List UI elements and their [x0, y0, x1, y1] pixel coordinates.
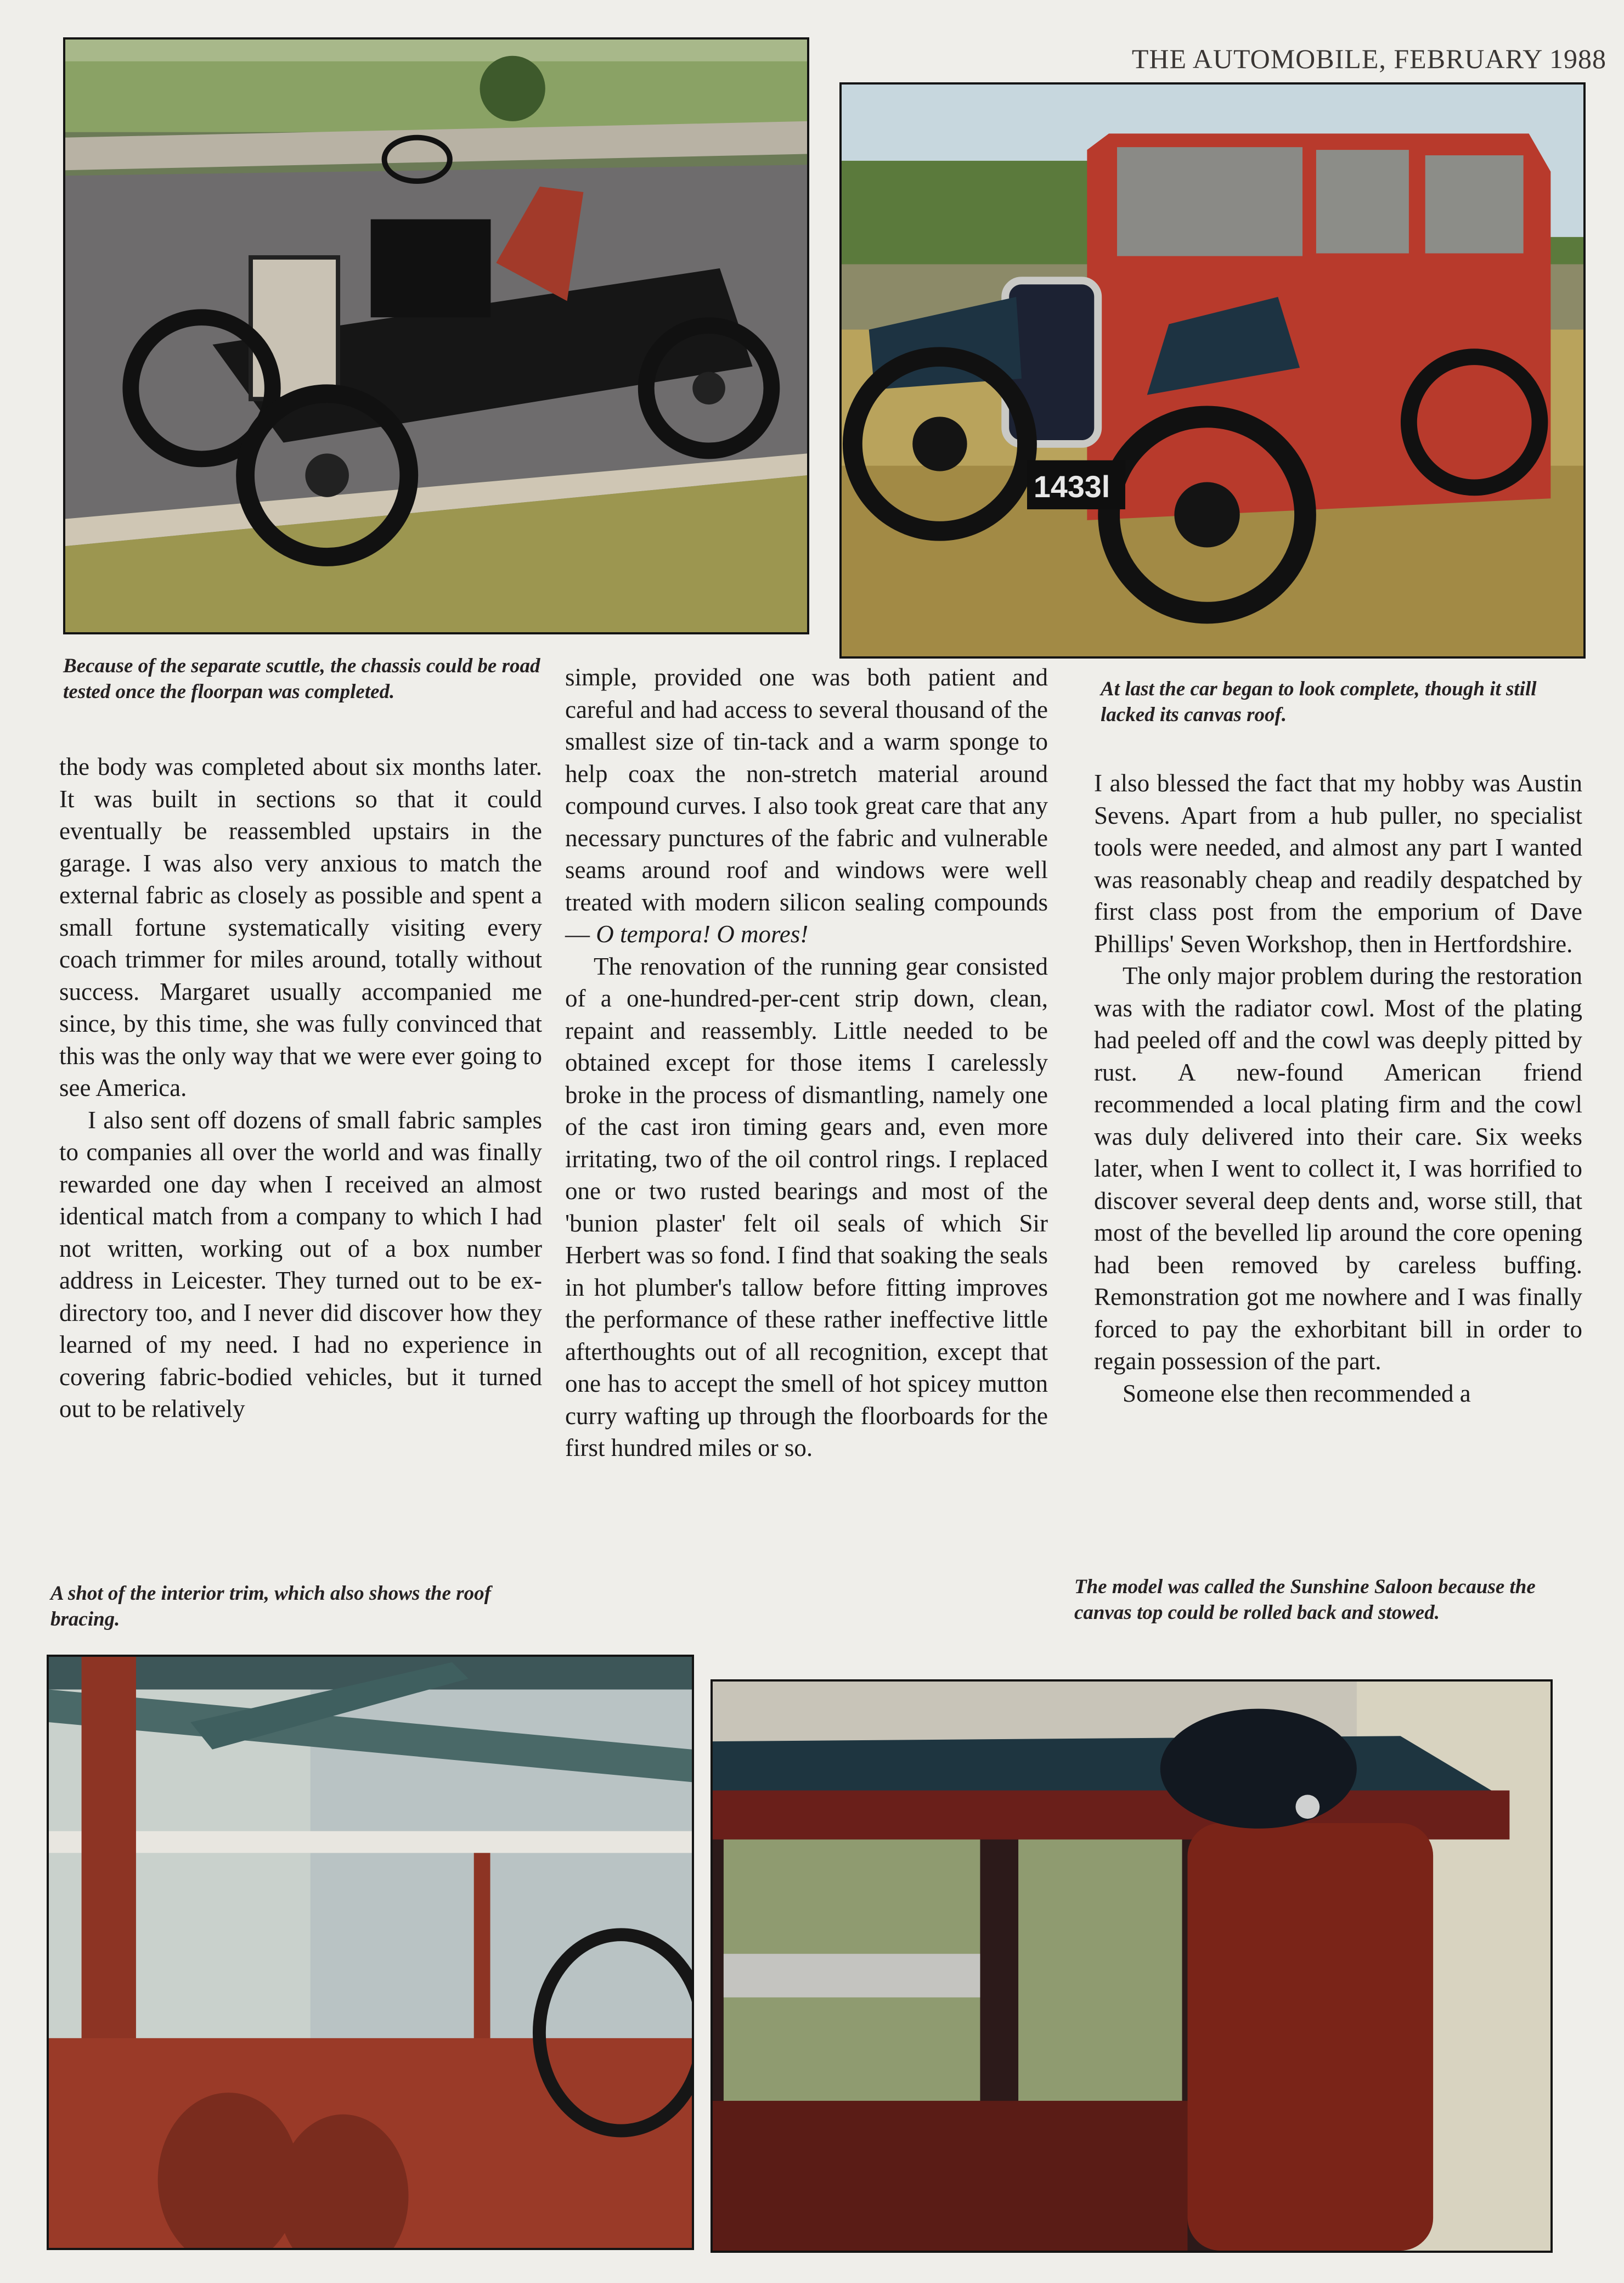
col1-paragraph-2: I also sent off dozens of small fabric samples to companies all over the world and was finally rewarded one day when I received an almost identical match from a company to which I had not written, working out of a box number address in Leicester. They turned out to be ex-directory too, and I never did discover how they learned of my need. I had no experience in covering fabric-bodied vehicles, but it turned out to be relatively [59, 1106, 542, 1422]
latin-quote: O tempora! O mores! [596, 920, 809, 948]
text-column-3 [1094, 767, 1582, 1409]
text-column-1 [59, 751, 542, 1425]
running-head: THE AUTOMOBILE, FEBRUARY 1988 [1131, 43, 1606, 74]
red-saloon-photo [839, 82, 1586, 659]
col3-paragraph-3: Someone else then recommended a [1123, 1379, 1471, 1407]
interior-photo [47, 1655, 694, 2250]
col2-paragraph-1-text: simple, provided one was both patient and careful and had access to several thousand of the smallest size of tin-tack and a warm sponge to help coax the non-stretch material around compound curves. I also took great care that any necessary punctures of the fabric and vulnerable seams around roof and windows were well treated with modern silicon sealing compounds — [565, 663, 1048, 948]
sunshine-caption: The model was called the Sunshine Saloon because the canvas top could be rolled back and stowed. [1074, 1576, 1536, 1624]
col3-paragraph-2: The only major problem during the restoration was with the radiator cowl. Most of the plating had peeled off and the cowl was deeply pitted by rust. A new-found American friend recommended a local plating firm and the cowl was duly delivered into their care. Six weeks later, when I went to collect it, I was horrified to discover several deep dents and, worse still, that most of the bevelled lip around the core opening had been removed by careless buffing. Remonstration got me nowhere and I was finally forced to pay the exhorbitant bill in order to regain possession of the part. [1094, 962, 1582, 1375]
license-plate: 1433l [1033, 470, 1110, 504]
chassis-caption: Because of the separate scuttle, the chassis could be road tested once the floorpan was completed. [63, 655, 540, 703]
col2-paragraph-2: The renovation of the running gear consisted of a one-hundred-per-cent strip down, clean, repaint and reassembly. Little needed to be obtained except for those items I carelessly broke in the process of dismantling, namely one of the cast iron timing gears and, even more irritating, two of the oil control rings. I replaced one or two rusted bearings and most of the 'bunion plaster' felt oil seals of which Sir Herbert was so fond. I find that soaking the seals in hot plumber's tallow before fitting improves the performance of these rather ineffective little afterthoughts out of all recognition, except that one has to accept the smell of hot spicey mutton curry wafting up through the floorboards for the first hundred miles or so. [565, 952, 1048, 1461]
interior-caption: A shot of the interior trim, which also shows the roof bracing. [50, 1582, 491, 1630]
col3-paragraph-1: I also blessed the fact that my hobby was Austin Sevens. Apart from a hub puller, no specialist tools were needed, and almost any part I wanted was reasonably cheap and readily despatched by first class post from the emporium of Dave Phillips' Seven Workshop, then in Hertfordshire. [1094, 769, 1582, 958]
chassis-photo [63, 37, 809, 634]
text-column-2 [565, 661, 1048, 1464]
col2-paragraph-1 [565, 661, 1048, 951]
saloon-caption: At last the car began to look complete, though it still lacked its canvas roof. [1101, 678, 1537, 726]
rolled-roof-photo [710, 1679, 1553, 2253]
col1-paragraph-1: the body was completed about six months later. It was built in sections so that it could eventually be reassembled upstairs in the garage. I was also very anxious to match the external fabric as closely as possible and spent a small fortune systematically visiting every coach trimmer for miles around, totally without success. Margaret usually accompanied me since, by this time, she was fully convinced that this was the only way that we were ever going to see America. [59, 753, 542, 1101]
